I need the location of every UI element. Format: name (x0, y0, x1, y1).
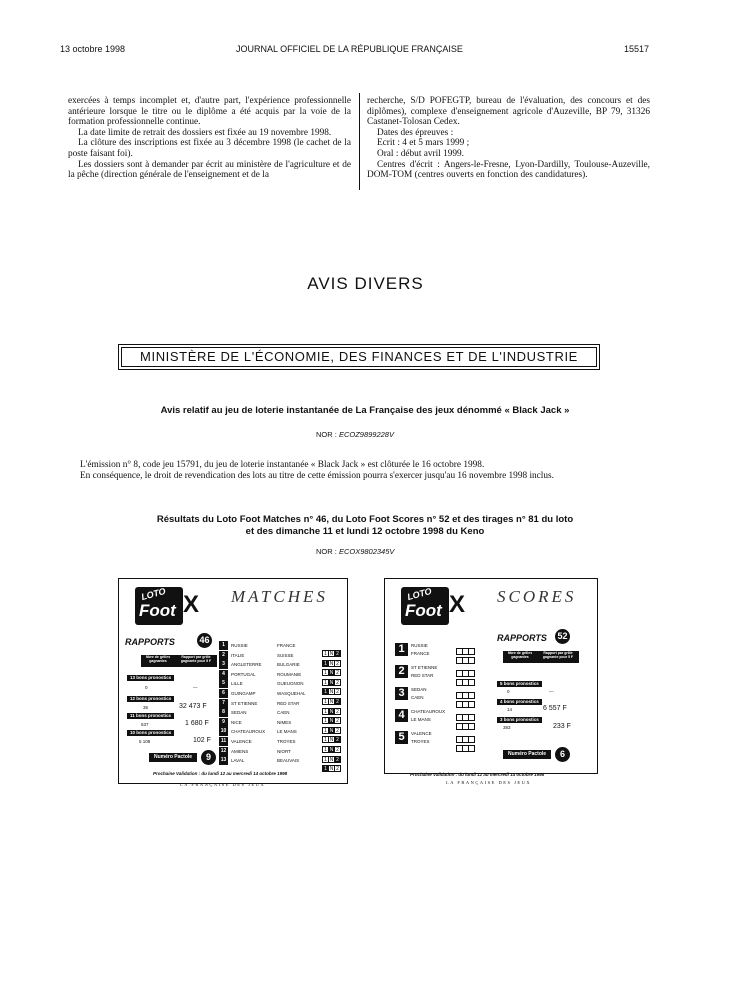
result-cell: N (329, 698, 334, 705)
result-cell: 1 (322, 660, 329, 667)
column-divider (359, 93, 360, 190)
nor-label: NOR : (316, 547, 337, 556)
loto-foot-logo (401, 587, 449, 625)
result-grid (323, 757, 341, 775)
match-number: 11 (220, 737, 227, 744)
result-cell: 2 (334, 669, 341, 676)
match-number: 1 (219, 641, 228, 650)
result-cell: 2 (334, 756, 341, 763)
match-number: 2 (219, 651, 228, 660)
away-team: CAEN (411, 695, 424, 700)
prognostic-label: 10 bons pronostics (127, 730, 174, 736)
left-paragraph: Les dossiers sont à demander par écrit au ministère de l'agriculture et de la pêche (direction générale de l'enseignement et de la (68, 159, 351, 181)
result-cell: N (329, 670, 334, 677)
logo-top-text: LOTO (140, 585, 167, 603)
left-paragraph: exercées à temps incomplet et, d'autre part, l'expérience professionnelle antérieure lorsque le titre ou le diplôme a été acquis par la voie de la formation professionnelle continue. (68, 96, 351, 128)
avis-body (80, 460, 680, 481)
row-amount: — (549, 689, 554, 694)
rapports-number: 46 (197, 633, 212, 648)
result-cell: 2 (334, 679, 341, 686)
avis-line: En conséquence, le droit de revendication des lots au titre de cette émission pourra s'exercer jusqu'au 16 novembre 1998 inclus. (80, 470, 554, 481)
score-number: 3 (395, 687, 408, 700)
home-team: RUSSIE (411, 643, 428, 648)
result-cell: N (329, 746, 334, 753)
match-number: 8 (219, 708, 228, 717)
home-team: ST ETIENNE (231, 700, 258, 706)
right-paragraph: Dates des épreuves : (377, 127, 454, 138)
result-cell: 2 (334, 660, 341, 667)
nor-code: ECOX9802345V (338, 547, 395, 556)
right-paragraph: Centres d'écrit : Angers-le-Fresne, Lyon-Dardilly, Toulouse-Auzeville, DOM-TOM (centres ouverts en fonction des candidatures). (367, 159, 650, 181)
score-number: 1 (395, 643, 408, 656)
result-cell: N (329, 737, 334, 744)
row-count: 537 (141, 722, 149, 727)
result-cell: 1 (322, 717, 329, 724)
result-cell: 1 (322, 698, 329, 705)
logo-top-text: LOTO (406, 585, 433, 603)
pactole-number: 9 (201, 750, 216, 765)
result-cell: N (329, 756, 334, 763)
pactole-label: Numéro Pactole (503, 750, 551, 759)
result-cell: N (329, 660, 334, 667)
score-number: 5 (395, 731, 408, 744)
fdj-footer: LA FRANÇAISE DES JEUX (446, 780, 532, 785)
left-column (68, 96, 351, 181)
score-number: 2 (395, 665, 408, 678)
row-amount: 1 680 F (185, 720, 209, 727)
score-cell (468, 745, 475, 752)
row-amount: 233 F (553, 723, 571, 730)
header-page-number: 15517 (624, 44, 650, 54)
results-title (80, 514, 650, 538)
header-grilles: Nbre de grilles gagnantes (141, 655, 175, 667)
nor-reference (316, 547, 394, 556)
validation-text: Prochaine Validation : du lundi 12 au mercredi 14 octobre 1998 (153, 771, 288, 776)
fdj-footer: LA FRANÇAISE DES JEUX (180, 782, 266, 787)
logo-bottom-text: Foot (405, 601, 442, 620)
home-team: AMIENS (231, 748, 249, 754)
away-team: WASQUEHAL (277, 690, 306, 696)
away-team: RED STAR (277, 700, 300, 706)
away-team: RED STAR (411, 673, 434, 678)
rapports-label: RAPPORTS (125, 637, 175, 647)
rapports-label: RAPPORTS (497, 633, 547, 643)
row-amount: — (193, 685, 198, 690)
row-count: 0 (145, 685, 148, 690)
away-team: NIMES (277, 719, 292, 725)
score-grid (457, 739, 475, 757)
right-paragraph: recherche, S/D POFEGTP, bureau de l'évaluation, des concours et des diplômes), complexe d'enseignement agricole d'Auzeville, BP 79, 31326 Castanet-Tolosan Cedex. (367, 96, 650, 128)
rapports-number: 52 (555, 629, 570, 644)
result-cell: N (329, 727, 334, 734)
score-row (395, 685, 485, 707)
left-paragraph: La date limite de retrait des dossiers est fixée au 19 novembre 1998. (78, 127, 332, 138)
section-title: AVIS DIVERS (307, 274, 424, 293)
result-cell: 2 (334, 717, 341, 724)
home-team: ANGLETERRE (231, 662, 262, 668)
score-number: 4 (395, 709, 408, 722)
match-row (219, 756, 343, 773)
home-team: GUINGAMP (231, 690, 256, 696)
scores-script-title: SCORES (497, 587, 577, 606)
results-title-line: Résultats du Loto Foot Matches n° 46, du Loto Foot Scores n° 52 et des tirages n° 81 du loto (156, 514, 574, 525)
row-count: 35 (143, 705, 149, 710)
away-team: ROUMANIE (277, 671, 302, 677)
away-team: CAEN (277, 710, 290, 716)
header-rapport: Rapport par grille gagnante pour 5 F (537, 651, 579, 663)
home-team: SEDAN (231, 710, 247, 716)
result-cell: 1 (322, 650, 329, 657)
nor-label: NOR : (316, 430, 337, 439)
results-title-line: et des dimanche 11 et lundi 12 octobre 1998 du Keno (245, 526, 485, 537)
prognostic-label: 12 bons pronostics (127, 696, 174, 702)
avis-title: Avis relatif au jeu de loterie instantanée de La Française des jeux dénommé « Black Jack » (160, 405, 570, 416)
result-cell: 2 (334, 736, 341, 743)
validation-text: Prochaine Validation : du lundi 12 au mercredi 14 octobre 1998 (410, 772, 545, 777)
result-cell: 1 (322, 765, 329, 772)
away-team: FRANCE (411, 651, 430, 656)
result-cell: 2 (334, 650, 341, 657)
match-number: 3 (219, 660, 228, 669)
row-count: 5 108 (139, 739, 151, 744)
nor-reference (316, 430, 394, 439)
ministry-title: MINISTÈRE DE L'ÉCONOMIE, DES FINANCES ET DE L'INDUSTRIE (140, 349, 578, 364)
result-cell: 2 (334, 708, 341, 715)
result-cell: 1 (322, 669, 329, 676)
home-team: PORTUGAL (231, 671, 256, 677)
logo-x-text: X (183, 591, 200, 618)
result-cell: 1 (322, 756, 329, 763)
home-team: SEDAN (411, 687, 427, 692)
home-team: CHATEAUROUX (411, 709, 446, 714)
home-team: RUSSIE (231, 643, 248, 648)
row-count: 14 (507, 707, 513, 712)
right-column (367, 96, 650, 181)
home-team: CHATEAUROUX (231, 729, 266, 735)
match-number: 7 (219, 699, 228, 708)
row-amount: 102 F (193, 737, 211, 744)
result-cell: 2 (334, 698, 341, 705)
result-cell: N (329, 718, 334, 725)
score-row (395, 663, 485, 685)
match-number: 9 (219, 718, 228, 727)
home-team: NICE (231, 719, 242, 725)
prognostic-label: 3 bons pronostics (497, 717, 542, 723)
away-team: BULGARIE (277, 662, 300, 668)
left-paragraph: La clôture des inscriptions est fixée au 3 décembre 1998 (le cachet de la poste faisant foi). (68, 138, 351, 159)
result-cell: 1 (322, 679, 329, 686)
result-cell: 1 (322, 727, 329, 734)
prognostic-label: 5 bons pronostics (497, 681, 542, 687)
home-team: ST ETIENNE (411, 665, 438, 670)
prognostic-label: 11 bons pronostics (127, 713, 174, 719)
scores-games-list (395, 641, 485, 751)
home-team: LILLE (231, 681, 243, 687)
row-count: 0 (507, 689, 510, 694)
row-count: 383 (503, 725, 511, 730)
away-team: NIORT (277, 748, 291, 754)
result-cell: N (329, 708, 334, 715)
loto-foot-scores-ticket (384, 578, 598, 774)
result-cell: N (329, 766, 334, 773)
result-cell: 1 (322, 746, 329, 753)
match-number: 6 (219, 689, 228, 698)
right-paragraph: Oral : début avril 1999. (377, 148, 465, 159)
result-cell: 2 (334, 765, 341, 772)
header-journal: JOURNAL OFFICIEL DE LA RÉPUBLIQUE FRANÇAISE (236, 44, 463, 54)
header-grilles: Nbre de grilles gagnantes (503, 651, 537, 663)
away-team: GUEUGNON (277, 681, 304, 687)
result-cell: 2 (334, 688, 341, 695)
header-rapport: Rapport par grille gagnante pour 5 F (175, 655, 217, 667)
row-amount: 32 473 F (179, 703, 207, 710)
avis-line: L'émission n° 8, code jeu 15791, du jeu de loterie instantanée « Black Jack » est clôturée le 16 octobre 1998. (80, 460, 485, 470)
away-team: TROYES (411, 739, 430, 744)
match-number: 12 (220, 747, 227, 754)
away-team: TROYES (277, 738, 296, 744)
match-number: 4 (219, 670, 228, 679)
result-cell: 2 (334, 727, 341, 734)
home-team: VALENCE (231, 738, 252, 744)
score-row (395, 729, 485, 751)
away-team: LE MANS (411, 717, 431, 722)
home-team: LAVAL (231, 758, 245, 764)
prognostic-label: 4 bons pronostics (497, 699, 542, 705)
score-row (395, 707, 485, 729)
away-team: SUISSE (277, 652, 294, 658)
result-cell: 2 (334, 746, 341, 753)
loto-foot-logo (135, 587, 183, 625)
match-number: 5 (219, 679, 228, 688)
logo-x-text: X (449, 591, 466, 618)
away-team: LE MANS (277, 729, 297, 735)
home-team: VALENCE (411, 731, 432, 736)
match-number: 10 (220, 728, 227, 735)
result-cell: 1 (322, 688, 329, 695)
result-cell: N (329, 651, 334, 657)
result-cell: 1 (322, 736, 329, 743)
loto-foot-matches-ticket (118, 578, 348, 784)
right-paragraph: Ecrit : 4 et 5 mars 1999 ; (377, 138, 470, 149)
away-team: FRANCE (277, 643, 296, 648)
home-team: ITALIE (231, 652, 245, 658)
away-team: BEAUVAIS (277, 758, 300, 764)
score-row (395, 641, 485, 663)
result-cell: N (329, 689, 334, 696)
match-number: 13 (220, 757, 227, 764)
result-cell: N (329, 679, 334, 686)
pactole-number: 6 (555, 747, 570, 762)
header-date: 13 octobre 1998 (60, 44, 126, 54)
matches-games-list (219, 641, 343, 773)
nor-code: ECOZ9899228V (338, 430, 394, 439)
result-cell: 1 (322, 708, 329, 715)
row-amount: 6 557 F (543, 705, 567, 712)
pactole-label: Numéro Pactole (149, 753, 197, 762)
prognostic-label: 13 bons pronostics (127, 675, 174, 681)
logo-bottom-text: Foot (139, 601, 176, 620)
matches-script-title: MATCHES (231, 587, 328, 606)
